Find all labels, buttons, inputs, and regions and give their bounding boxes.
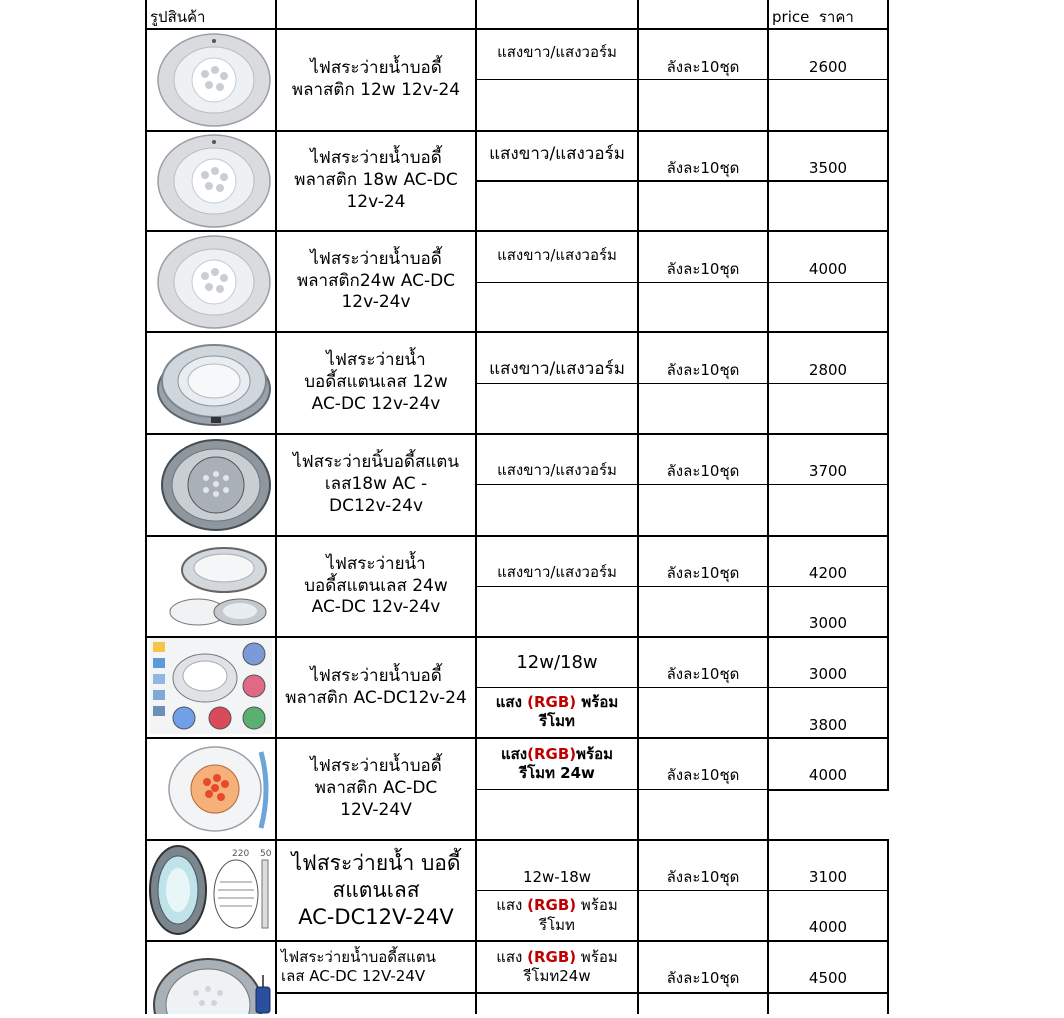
- unit-per-box: ลังละ10ชุด: [666, 665, 740, 684]
- unit-per-box: ลังละ10ชุด: [666, 969, 740, 988]
- unit-per-box: ลังละ10ชุด: [666, 766, 740, 785]
- light-wattage: 12w-18w: [522, 868, 592, 887]
- grid-line: [475, 282, 889, 283]
- grid-line: [475, 383, 889, 384]
- light-color: แสงขาว/แสงวอร์ม: [497, 461, 617, 480]
- light-rgb-remote: แสง (RGB) พร้อม รีโมท24w: [496, 947, 618, 985]
- product-description: ไฟสระว่ายน้ำบอดี้ พลาสติก 12w 12v-24: [291, 58, 461, 100]
- grid-line: [887, 840, 889, 1014]
- price-value: 2600: [808, 58, 848, 77]
- unit-per-box: ลังละ10ชุด: [666, 361, 740, 380]
- price-value: 3500: [808, 159, 848, 178]
- stainless-pool-light-icon: [160, 438, 272, 536]
- price-value: 3000: [808, 665, 848, 684]
- grid-line: [767, 789, 889, 791]
- price-value: 3800: [808, 716, 848, 735]
- round-white-pool-light-icon: [155, 234, 273, 334]
- price-value: 4000: [808, 260, 848, 279]
- header-product-image: รูปสินค้า: [150, 8, 206, 26]
- price-value: 3100: [808, 868, 848, 887]
- unit-per-box: ลังละ10ชุด: [666, 159, 740, 178]
- stainless-pool-light-drawing-icon: [148, 842, 274, 942]
- stainless-pool-light-icon: [155, 337, 273, 433]
- round-white-pool-light-icon: [155, 32, 273, 132]
- grid-line: [145, 433, 889, 435]
- grid-line: [475, 484, 889, 485]
- grid-line: [475, 586, 889, 587]
- unit-per-box: ลังละ10ชุด: [666, 462, 740, 481]
- price-value: 4200: [808, 564, 848, 583]
- light-color: แสงขาว/แสงวอร์ม: [489, 144, 625, 165]
- rgb-pool-light-collage-icon: [150, 638, 272, 738]
- product-description: ไฟสระว่ายน้ำบอดี้ พลาสติก 18w AC-DC 12v-24: [294, 148, 458, 212]
- product-description: ไฟสระว่ายน้ำ บอดี้ สแตนเลส AC-DC12V-24V: [291, 851, 461, 929]
- rgb-pool-light-icon: [165, 742, 273, 840]
- light-color: แสงขาว/แสงวอร์ม: [497, 563, 617, 582]
- product-description: ไฟสระว่ายนิ้บอดี้สแตน เลส18w AC - DC12v-24v: [293, 452, 459, 516]
- price-value: 3000: [808, 614, 848, 633]
- product-description: ไฟสระว่ายน้ำ บอดี้สแตนเลส 12w AC-DC 12v-24v: [304, 350, 448, 414]
- stainless-rgb-pool-light-with-remote-icon: [150, 945, 274, 1018]
- light-color: แสงขาว/แสงวอร์ม: [497, 246, 617, 265]
- drawing-dimension-width: 220: [232, 849, 250, 859]
- price-value: 4000: [808, 918, 848, 937]
- grid-line: [887, 0, 889, 790]
- header-price: price ราคา: [772, 8, 854, 26]
- light-wattage: 12w/18w: [516, 652, 598, 674]
- product-description: ไฟสระว่ายน้ำ บอดี้สแตนเลส 24w AC-DC 12v-24v: [304, 553, 448, 618]
- light-rgb-remote: แสง (RGB) พร้อม รีโมท: [495, 692, 619, 730]
- light-color: แสงขาว/แสงวอร์ม: [489, 359, 625, 380]
- product-description: ไฟสระว่ายน้ำบอดี้สแตน เลส AC-DC 12V-24V: [281, 947, 436, 985]
- product-description: ไฟสระว่ายน้ำบอดี้ พลาสติก24w AC-DC 12v-24v: [296, 248, 456, 313]
- light-rgb-remote: แสง (RGB) พร้อม รีโมท: [496, 896, 618, 934]
- drawing-dimension-depth: 50: [260, 849, 272, 859]
- price-value: 3700: [808, 462, 848, 481]
- light-rgb-remote: แสง(RGB)พร้อม รีโมท 24w: [500, 744, 613, 782]
- slim-stainless-pool-light-icon: [160, 540, 272, 636]
- grid-line: [475, 789, 767, 790]
- unit-per-box: ลังละ10ชุด: [666, 58, 740, 77]
- unit-per-box: ลังละ10ชุด: [666, 868, 740, 887]
- price-value: 4000: [808, 766, 848, 785]
- grid-line: [275, 992, 889, 994]
- light-color: แสงขาว/แสงวอร์ม: [497, 43, 617, 62]
- round-white-pool-light-icon: [155, 133, 273, 233]
- price-value: 4500: [808, 969, 848, 988]
- unit-per-box: ลังละ10ชุด: [666, 260, 740, 279]
- unit-per-box: ลังละ10ชุด: [666, 564, 740, 583]
- price-value: 2800: [808, 361, 848, 380]
- grid-line: [637, 0, 639, 1014]
- product-description: ไฟสระว่ายน้ำบอดี้ พลาสติก AC-DC12v-24: [285, 665, 467, 708]
- product-description: ไฟสระว่ายน้ำบอดี้ พลาสติก AC-DC 12V-24V: [310, 756, 442, 820]
- grid-line: [767, 0, 769, 1014]
- grid-line: [145, 0, 147, 1014]
